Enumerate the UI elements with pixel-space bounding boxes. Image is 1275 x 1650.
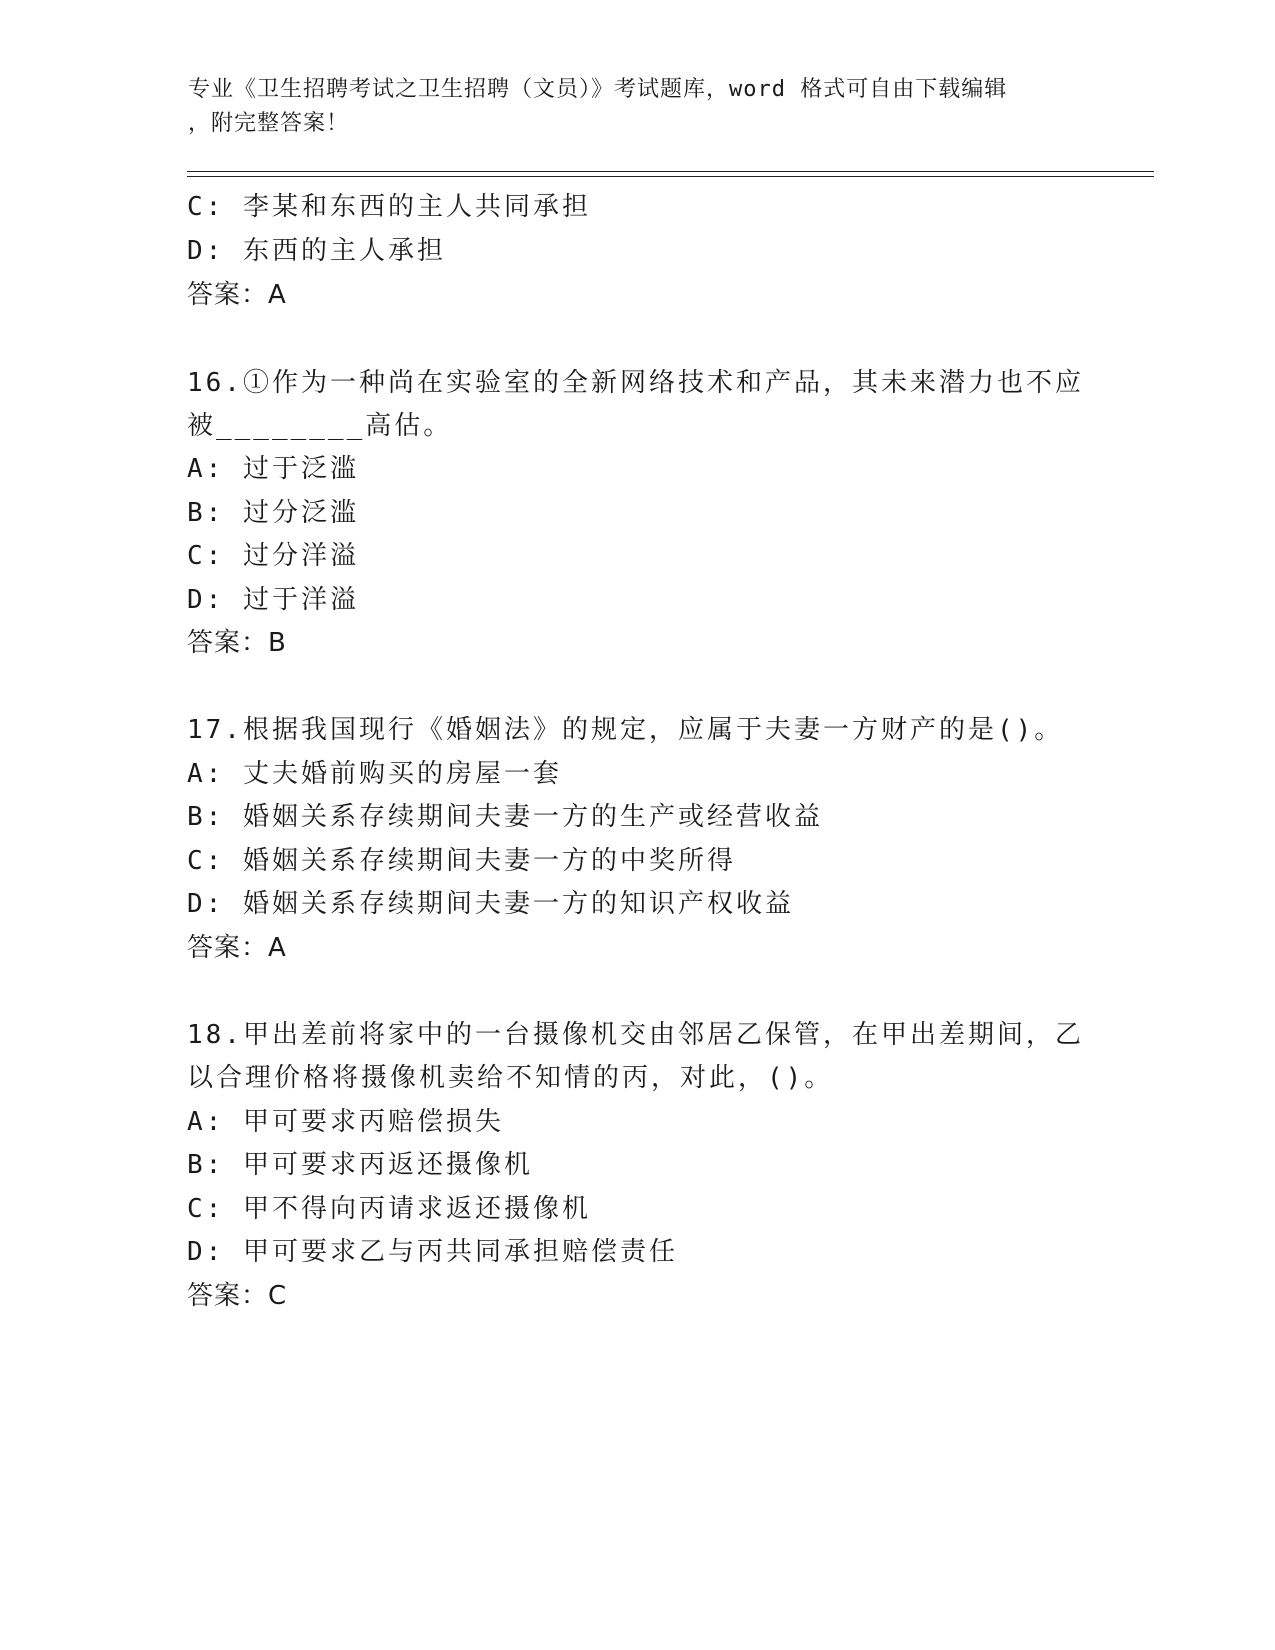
q16-option-d: D: 过于洋溢 [187, 585, 359, 615]
q18-option-a: A: 甲可要求丙赔偿损失 [187, 1107, 504, 1137]
q16-option-b: B: 过分泛滥 [187, 498, 359, 528]
q17-option-b: B: 婚姻关系存续期间夫妻一方的生产或经营收益 [187, 802, 823, 832]
q16-answer: 答案：B [187, 628, 287, 658]
header-title-line1: 专业《卫生招聘考试之卫生招聘（文员）》考试题库，word 格式可自由下载编辑 [188, 77, 1008, 102]
q16-stem-line1: 16.①作为一种尚在实验室的全新网络技术和产品，其未来潜力也不应 [187, 368, 1084, 398]
q18-option-d: D: 甲可要求乙与丙共同承担赔偿责任 [187, 1237, 678, 1267]
q16-stem-line2: 被________高估。 [187, 411, 453, 441]
header-divider-bottom [187, 176, 1154, 177]
q17-option-c: C: 婚姻关系存续期间夫妻一方的中奖所得 [187, 846, 736, 876]
q17-answer: 答案：A [187, 933, 287, 963]
q16-option-a: A: 过于泛滥 [187, 454, 359, 484]
q18-stem-line1: 18.甲出差前将家中的一台摄像机交由邻居乙保管，在甲出差期间，乙 [187, 1020, 1084, 1050]
prev-option-c: C: 李某和东西的主人共同承担 [187, 192, 591, 222]
header-title-line2: ，附完整答案！ [188, 111, 350, 136]
q17-option-a: A: 丈夫婚前购买的房屋一套 [187, 759, 562, 789]
q17-option-d: D: 婚姻关系存续期间夫妻一方的知识产权收益 [187, 889, 794, 919]
q18-answer: 答案：C [187, 1281, 288, 1311]
q18-option-c: C: 甲不得向丙请求返还摄像机 [187, 1194, 591, 1224]
q18-option-b: B: 甲可要求丙返还摄像机 [187, 1150, 533, 1180]
q18-stem-line2: 以合理价格将摄像机卖给不知情的丙，对此，()。 [187, 1063, 834, 1093]
prev-answer: 答案：A [187, 280, 287, 310]
q16-option-c: C: 过分洋溢 [187, 541, 359, 571]
q17-stem-line1: 17.根据我国现行《婚姻法》的规定，应属于夫妻一方财产的是()。 [187, 715, 1064, 745]
prev-option-d: D: 东西的主人承担 [187, 236, 446, 266]
header-divider-top [187, 171, 1154, 172]
